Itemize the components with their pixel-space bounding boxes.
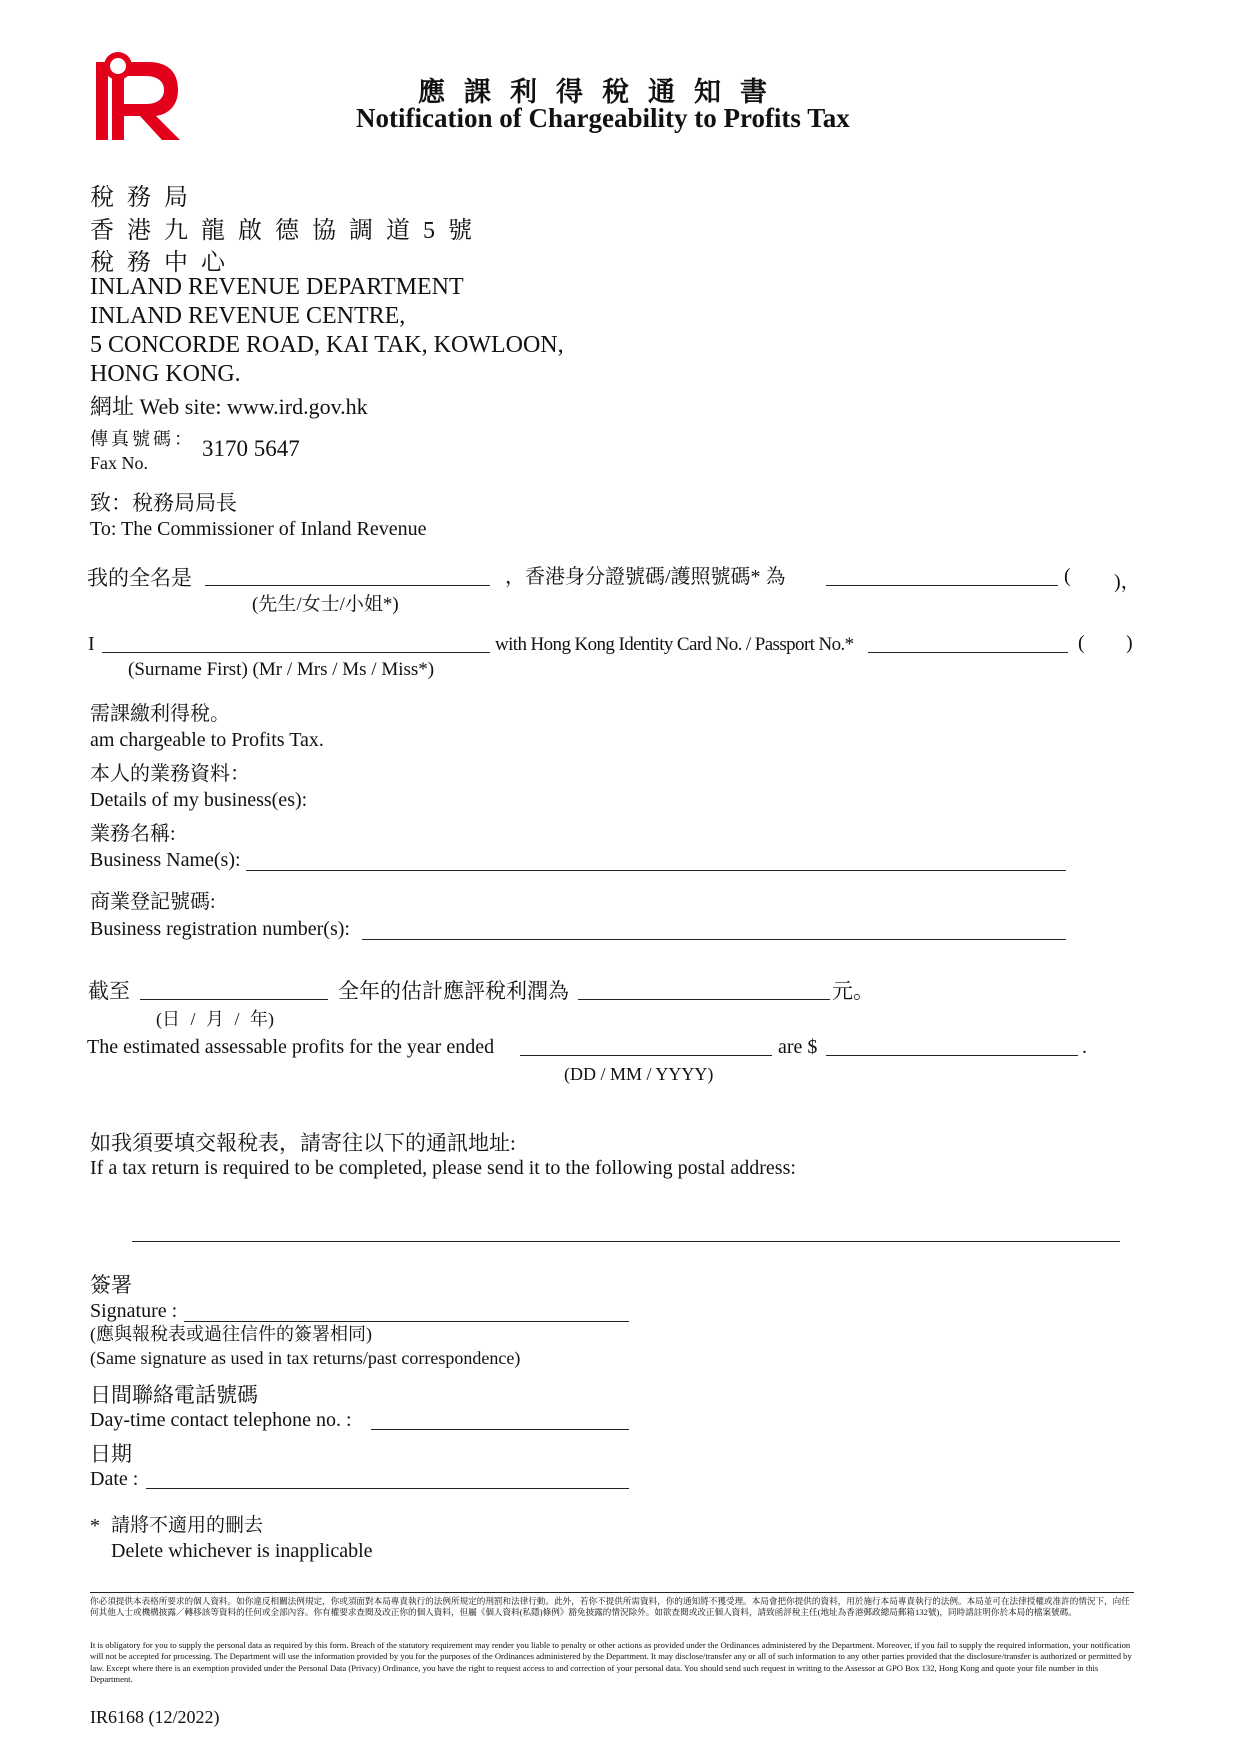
id-en-input-line[interactable] — [868, 652, 1068, 653]
are-en: are $ — [778, 1036, 818, 1058]
title-hint-zh: (先生/女士/小姐*) — [252, 594, 399, 615]
fax-label-zh: 傳真號碼： — [90, 429, 195, 449]
period-en: . — [1082, 1036, 1087, 1058]
amount-en-input-line[interactable] — [826, 1055, 1078, 1056]
centre-zh: 稅務中心 — [90, 250, 238, 276]
signature-zh: 簽署 — [90, 1273, 132, 1297]
city-en: HONG KONG. — [90, 361, 241, 387]
title-english: Notification of Chargeability to Profits Tax — [356, 103, 850, 133]
postal-zh: 如我須要填交報稅表，請寄往以下的通訊地址: — [90, 1131, 516, 1155]
privacy-divider — [90, 1592, 1134, 1593]
id-zh-input-line[interactable] — [826, 585, 1058, 586]
street-zh: 香港九龍啟德協調道5號 — [90, 218, 485, 244]
date-hint-zh: (日 / 月 / 年) — [156, 1009, 274, 1029]
dollar-zh: 元。 — [832, 979, 874, 1003]
business-reg-input-line[interactable] — [362, 939, 1066, 940]
id-label-zh: ，香港身分證號碼/護照號碼* 為 — [505, 566, 786, 588]
date-hint-en: (DD / MM / YYYY) — [564, 1064, 714, 1084]
signature-en: Signature : — [90, 1300, 178, 1322]
name-label-zh: 我的全名是 — [87, 566, 192, 590]
chargeable-zh: 需課繳利得稅。 — [90, 703, 230, 725]
fax-number: 3170 5647 — [202, 436, 300, 461]
footnote-en: Delete whichever is inapplicable — [111, 1540, 373, 1562]
recipient-zh: 致：稅務局局長 — [90, 491, 237, 515]
business-reg-zh: 商業登記號碼: — [90, 891, 216, 913]
footnote-star: * — [90, 1515, 100, 1537]
name-hint-en: (Surname First) (Mr / Mrs / Ms / Miss*) — [128, 659, 435, 680]
phone-en: Day-time contact telephone no. : — [90, 1409, 352, 1431]
dept-en: INLAND REVENUE DEPARTMENT — [90, 274, 464, 300]
fax-label-en: Fax No. — [90, 453, 148, 473]
ird-logo-icon — [96, 48, 182, 140]
dept-zh: 稅務局 — [90, 185, 201, 211]
title-chinese: 應課利得稅通知書 — [418, 77, 786, 107]
estimate-en: The estimated assessable profits for the year ended — [87, 1036, 495, 1058]
check-digit-close-zh: )， — [1114, 571, 1141, 593]
street-en: 5 CONCORDE ROAD, KAI TAK, KOWLOON, — [90, 332, 564, 358]
date-zh: 日期 — [90, 1442, 132, 1466]
postal-en: If a tax return is required to be completed, please send it to the following postal address: — [90, 1157, 796, 1179]
business-name-en: Business Name(s): — [90, 849, 241, 871]
signature-note-zh: (應與報稅表或過往信件的簽署相同) — [90, 1324, 372, 1344]
phone-input-line[interactable] — [371, 1429, 629, 1430]
check-digit-open-en: ( — [1078, 632, 1085, 654]
signature-note-en: (Same signature as used in tax returns/past correspondence) — [90, 1348, 521, 1368]
date-input-line[interactable] — [146, 1488, 629, 1489]
date-en: Date : — [90, 1468, 139, 1490]
recipient-en: To: The Commissioner of Inland Revenue — [90, 518, 427, 540]
amount-zh-input-line[interactable] — [578, 999, 830, 1000]
form-code: IR6168 (12/2022) — [90, 1707, 220, 1727]
footnote-zh: 請將不適用的刪去 — [111, 1515, 264, 1536]
year-end-zh-input-line[interactable] — [140, 999, 328, 1000]
postal-address-input-line[interactable] — [132, 1241, 1120, 1242]
website: 網址 Web site: www.ird.gov.hk — [90, 394, 368, 419]
business-name-input-line[interactable] — [246, 870, 1066, 871]
business-name-zh: 業務名稱: — [90, 823, 176, 845]
name-en-input-line[interactable] — [102, 652, 490, 653]
name-zh-input-line[interactable] — [205, 585, 490, 586]
id-label-en: with Hong Kong Identity Card No. / Passport No.* — [495, 634, 854, 655]
year-end-en-input-line[interactable] — [520, 1055, 772, 1056]
phone-zh: 日間聯絡電話號碼 — [90, 1383, 258, 1407]
business-reg-en: Business registration number(s): — [90, 918, 350, 940]
check-digit-open-zh: ( — [1064, 565, 1071, 587]
details-en: Details of my business(es): — [90, 789, 308, 811]
signature-input-line[interactable] — [184, 1321, 629, 1322]
estimate-zh: 全年的估計應評稅利潤為 — [338, 979, 569, 1003]
privacy-zh: 你必須提供本表格所要求的個人資料。如你違反相關法例規定，你或須面對本局專責執行的法例所規定的刑罰和法律行動。此外，若你不提供所需資料，你的通知將不獲受理。本局會把你提供的資料，用於施行本局專責執行的法例。本局並可在法律授權或准許的情況下，向任何其他人士或機構披露／轉移該等資料的任何或全部內容。你有權要求查閱及改正你的個人資料，但屬《個人資料(私隱)條例》豁免披露的情況除外。如欲查閱或改正個人資料，請致函評稅主任(地址為香港郵政總局郵箱132號)，同時請註明你於本局的檔案號碼。 — [90, 1596, 1130, 1618]
up-to-zh: 截至 — [88, 979, 130, 1003]
details-zh: 本人的業務資料： — [90, 763, 250, 785]
privacy-en: It is obligatory for you to supply the personal data as required by this form. Breach of the statutory requirement may render you liable to penalty or other actions as provided under the Ordinances administered by the Department. Moreover, if you fail to supply the required information, your notification will not be accepted for processing. The Department will use the information provided by you for the purposes of the Ordinances administered by the Department. It may disclose/transfer any or all of such information to any other parties provided that the disclosure/transfer is authorized or permitted by law. Except where there is an exemption provided under the Personal Data (Privacy) Ordinance, you have the right to request access to and correction of your personal data. You should send such request in writing to the Assessor at GPO Box 132, Hong Kong and quote your file number in this Department. — [90, 1640, 1132, 1684]
i-label: I — [88, 633, 95, 655]
chargeable-en: am chargeable to Profits Tax. — [90, 729, 324, 751]
check-digit-close-en: ) — [1126, 632, 1133, 654]
centre-en: INLAND REVENUE CENTRE, — [90, 303, 406, 329]
